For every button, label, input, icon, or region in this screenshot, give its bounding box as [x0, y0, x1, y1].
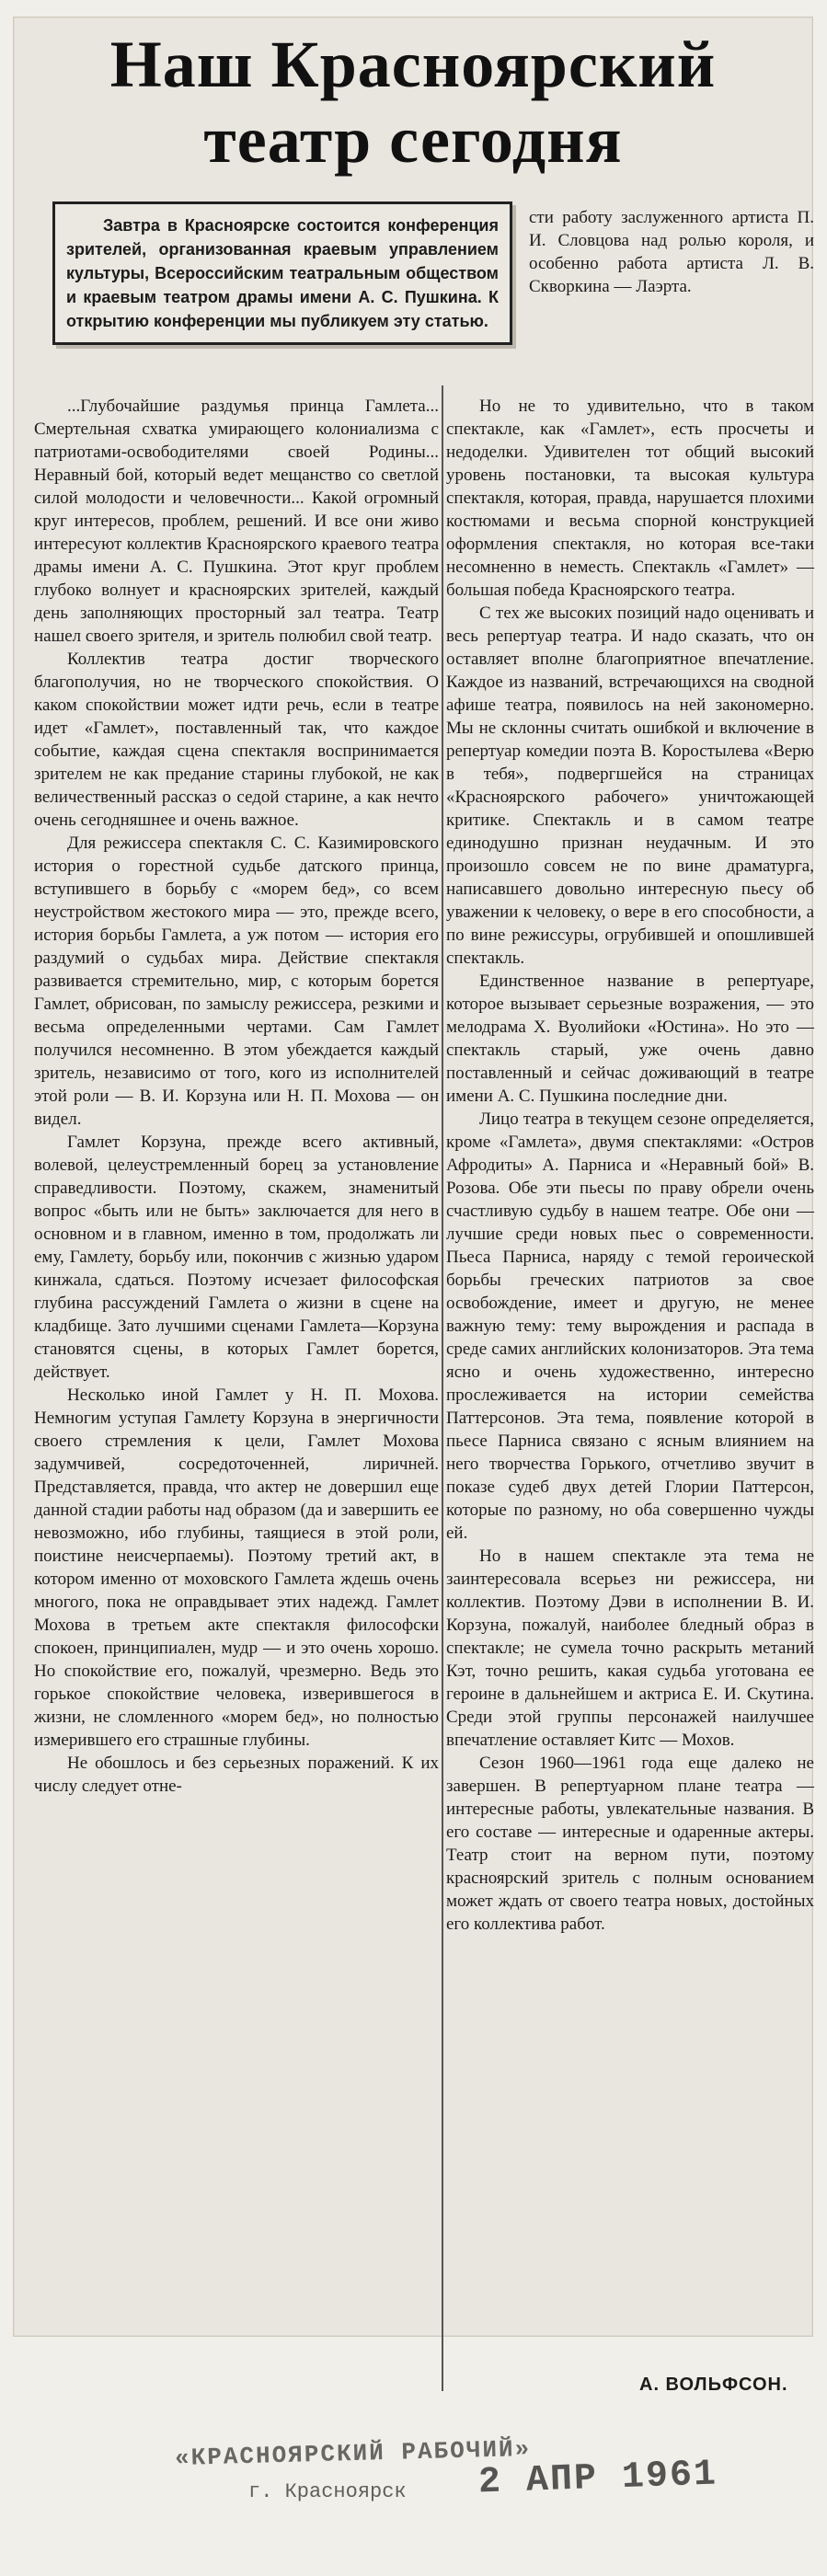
- right-top-fragment: [529, 206, 814, 298]
- stamp-city: г. Красноярск: [248, 2480, 407, 2503]
- stamp-date: 2 АПР 1961: [477, 2454, 718, 2504]
- paragraph: С тех же высоких позиций надо оценивать и весь репертуар театра. И надо сказать, что он оставляет вполне благоприятное впечатление. Каждое из названий, встречающихся на сводной афише театра, появилось на ней закономерно. Мы не склонны считать ошибкой и включение в репертуар комедии поэта В. Коростылева «Верю в тебя», подвергшейся на страницах «Красноярского рабочего» уничтожающей критике. Спектакль и в самом театре единодушно признан неудачным. И это произошло совсем не по вине драматурга, написавшего довольно интересную пьесу об уважении к человеку, о вере в его способности, а по вине режиссуры, огрубившей и опошлившей спектакль.: [446, 604, 814, 968]
- paragraph: Не обошлось и без серьезных поражений. К их числу следует отне-: [34, 1754, 439, 1796]
- archive-stamp: [174, 2434, 727, 2523]
- column-right: [446, 395, 814, 1936]
- newspaper-clipping: [13, 17, 814, 2395]
- paragraph: Единственное название в репертуаре, которое вызывает серьезные возражения, — это мелодрама Х. Вуолийоки «Юстина». Но это — спектакль старый, уже очень давно поставленный и сейчас доживающий в театре имени А. С. Пушкина последние дни.: [446, 972, 814, 1106]
- paragraph: Лицо театра в текущем сезоне определяется, кроме «Гамлета», двумя спектаклями: «Остров Афродиты» А. Парниса и «Неравный бой» В. Розова. Обе эти пьесы по праву обрели очень счастливую судьбу в нашем театре. Обе они — лучшие среди новых пьес о современности. Пьеса Парниса, наряду с темой героической борьбы греческих патриотов за свое освобождение, имеет и другую, не менее важную тему: тему вырождения и распада в среде самих английских колонизаторов. Эта тема ясно и очень художественно, интересно прослеживается на истории семейства Паттерсонов. Эта тема, появление которой в пьесе Парниса связано с ясным влиянием на него творчества Горького, отчетливо звучит в показе судеб двух детей Глории Паттерсон, которые по разному, но оба совершенно чужды ей.: [446, 1110, 814, 1543]
- paragraph: Сезон 1960—1961 года еще далеко не завершен. В репертуарном плане театра — интересные работы, увлекательные названия. В его составе — интересные и одаренные актеры. Театр стоит на верном пути, поэтому красноярский зритель с полным основанием может ждать от своего театра новых, достойных его коллектива работ.: [446, 1754, 814, 1934]
- stamp-newspaper-name: «КРАСНОЯРСКИЙ РАБОЧИЙ»: [174, 2434, 532, 2473]
- headline-line-2: театр сегодня: [203, 103, 623, 177]
- column-divider: [442, 385, 443, 2391]
- paragraph: ...Глубочайшие раздумья принца Гамлета... Смертельная схватка умирающего колониализма с патриотами-освободителями своей Родины... Неравный бой, который ведет мещанство со светлой силой молодости и человечности... Какой огромный круг интересов, проблем, решений. И все они живо интересуют коллектив Красноярского краевого театра драмы имени А. С. Пушкина. Этот круг проблем глубоко волнует и красноярских зрителей, каждый день заполняющих просторный зал театра. Театр нашел своего зрителя, и зритель полюбил свой театр.: [34, 397, 439, 646]
- paragraph: сти работу заслуженного артиста П. И. Словцова над ролью короля, и особенно работа артиста Л. В. Скворкина — Лаэрта.: [529, 208, 814, 296]
- headline: [14, 27, 812, 178]
- paragraph: Но не то удивительно, что в таком спектакле, как «Гамлет», есть просчеты и недоделки. Удивителен тот общий высокий уровень постановки, та высокая культура спектакля, которая, правда, нарушается плохими костюмами и весьма спорной конструкцией оформления спектакля, но которая все-таки несомненно в неместь. Спектакль «Гамлет» — большая победа Красноярского театра.: [446, 397, 814, 600]
- headline-line-1: Наш Красноярский: [109, 28, 717, 101]
- paragraph: Коллектив театра достиг творческого благополучия, но не творческого спокойствия. О каком спокойствии может идти речь, если в театре идет «Гамлет», поставленный так, что каждое событие, каждая сцена спектакля воспринимается зрителем не как предание старины глубокой, не как величественный рассказ о седой старине, а как нечто очень сегодняшнее и очень важное.: [34, 650, 439, 830]
- paragraph: Для режиссера спектакля С. С. Казимировского история о горестной судьбе датского принца, вступившего в борьбу с «морем бед», со всем неустройством жестокого мира — это, прежде всего, история борьбы Гамлета, а уж потом — история его раздумий о судьбах мира. Действие спектакля развивается стремительно, мир, с которым борется Гамлет, обрисован, по замыслу режиссера, резкими и весьма определенными чертами. Сам Гамлет получился несомненно. В этом убеждается каждый зритель, независимо от того, кого из исполнителей этой роли — В. И. Корзуна или Н. П. Мохова — он видел.: [34, 834, 439, 1129]
- paragraph: Но в нашем спектакле эта тема не заинтересовала всерьез ни режиссера, ни коллектив. Поэтому Дэви в исполнении В. И. Корзуна, пожалуй, наиболее бледный образ в спектакле; не сумела точно раскрыть метаний Кэт, точно решить, какая судьба уготована ее героине в дальнейшем и актриса Е. И. Скутина. Среди этой группы персонажей наилучшее впечатление оставляет Китс — Мохов.: [446, 1547, 814, 1750]
- author-signature: А. ВОЛЬФСОН.: [639, 2375, 788, 2395]
- intro-box: Завтра в Красноярске состоится конференция зрителей, организованная краевым управлением культуры, Всероссийским театральным обществом и краевым театром драмы имени А. С. Пушкина. К открытию конференции мы публикуем эту статью.: [52, 201, 512, 345]
- paragraph: Несколько иной Гамлет у Н. П. Мохова. Немногим уступая Гамлету Корзуна в энергичности своего стремления к цели, Гамлет Мохова задумчивей, сосредоточенней, лиричней. Представляется, правда, что актер не довершил еще данной стадии работы над образом (да и завершить ее невозможно, ибо глубины, таящиеся в этой роли, поистине неисчерпаемы). Поэтому третий акт, в котором именно от моховского Гамлета ждешь очень многого, пока не оправдывает этих надежд. Гамлет Мохова в третьем акте спектакля философски спокоен, принципиален, мудр — и это очень хорошо. Но спокойствие его, пожалуй, чрезмерно. Ведь это горькое спокойствие человека, изверившегося в жизни, не сломленного «морем бед», но полностью измерившего его страшные глубины.: [34, 1386, 439, 1750]
- paragraph: Гамлет Корзуна, прежде всего активный, волевой, целеустремленный борец за установление справедливости. Поэтому, скажем, знаменитый вопрос «быть или не быть» заключается для него в основном и в главном, именно в том, продолжать ли ему, Гамлету, борьбу или, покончив с жизнью ударом кинжала, сдаться. Поэтому исчезает философская глубина рассуждений Гамлета о жизни в сцене на кладбище. Зато лучшими сценами Гамлета—Корзуна становятся сцены, в которых Гамлет борется, действует.: [34, 1133, 439, 1382]
- column-left: [34, 395, 439, 1798]
